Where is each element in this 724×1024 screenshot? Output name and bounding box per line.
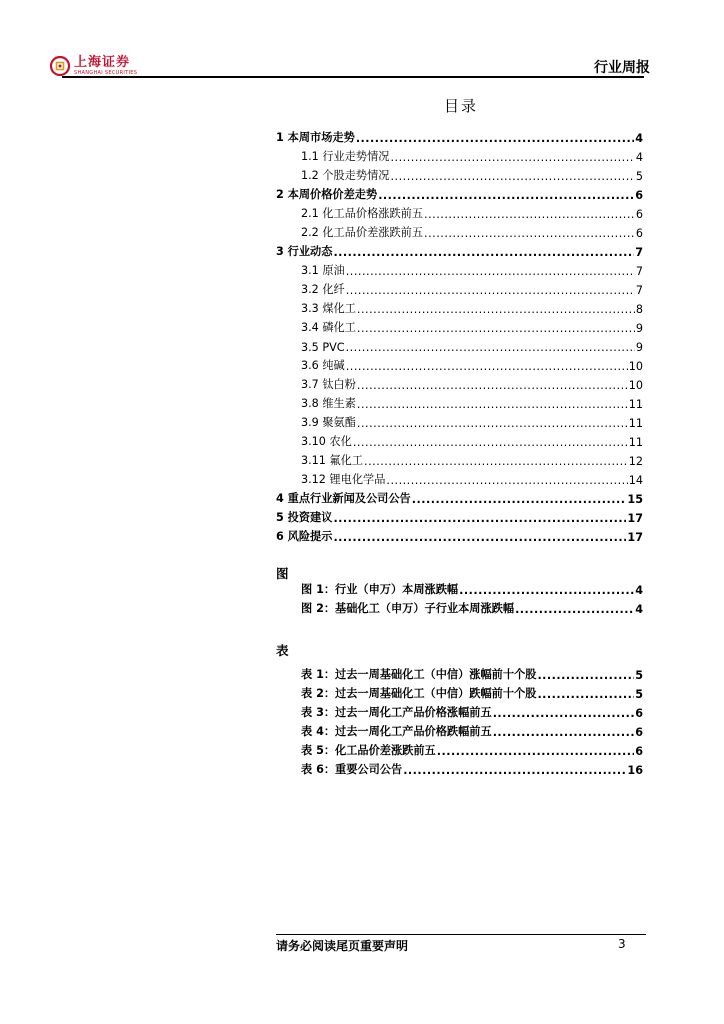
- toc-entry-label: 3.1 原油: [301, 264, 345, 277]
- toc-entry-page: 6: [635, 707, 643, 720]
- toc-dot-leader: [386, 474, 627, 487]
- toc-entry-label: 5 投资建议: [276, 511, 333, 524]
- toc-dot-leader: [412, 493, 627, 506]
- toc-entry-label: 表 6：重要公司公告: [301, 763, 403, 776]
- toc-entry-page: 15: [627, 493, 643, 506]
- toc-dot-leader: [357, 379, 628, 392]
- toc-entry[interactable]: [276, 430, 643, 449]
- toc-dot-leader: [437, 745, 634, 758]
- toc-entry-label: 1.2 个股走势情况: [301, 169, 390, 182]
- toc-entry-page: 11: [628, 436, 643, 449]
- toc-dot-leader: [357, 417, 628, 430]
- toc-entry-page: 9: [635, 341, 643, 354]
- toc-entry-page: 5: [635, 688, 643, 701]
- toc-dot-leader: [537, 669, 634, 682]
- toc-entry-page: 4: [635, 603, 643, 616]
- brand-emblem-icon: [50, 56, 70, 76]
- toc-dot-leader: [424, 208, 635, 221]
- toc-entry[interactable]: [276, 335, 643, 354]
- toc-entry-page: 8: [635, 303, 643, 316]
- toc-entry-label: 2.2 化工品价差涨跌前五: [301, 226, 424, 239]
- toc-entry[interactable]: [276, 487, 643, 506]
- toc-entry-page: 4: [635, 132, 643, 145]
- toc-entry-label: 表 3：过去一周化工产品价格涨幅前五: [301, 706, 492, 719]
- toc-entry-label: 3.5 PVC: [301, 341, 345, 354]
- toc-entry[interactable]: [276, 701, 643, 720]
- toc-entry-label: 3.11 氟化工: [301, 454, 364, 467]
- toc-entry[interactable]: [276, 164, 643, 183]
- toc-entry-page: 7: [635, 246, 643, 259]
- toc-entry[interactable]: [276, 525, 643, 544]
- page-number: 3: [618, 937, 626, 951]
- toc-dot-leader: [424, 227, 635, 240]
- toc-entry[interactable]: [276, 373, 643, 392]
- toc-entry-label: 3.7 钛白粉: [301, 378, 356, 391]
- toc-entry-page: 6: [635, 726, 643, 739]
- toc-dot-leader: [353, 436, 628, 449]
- toc-entry[interactable]: [276, 145, 643, 164]
- toc-entry[interactable]: [276, 506, 643, 525]
- toc-entry[interactable]: [276, 411, 643, 430]
- footer-disclaimer: 请务必阅读尾页重要声明: [276, 939, 409, 953]
- toc-entry[interactable]: [276, 720, 643, 739]
- toc-entry-label: 3.3 煤化工: [301, 302, 356, 315]
- toc-dot-leader: [493, 707, 635, 720]
- toc-dot-leader: [346, 284, 635, 297]
- toc-entry[interactable]: [276, 221, 643, 240]
- toc-entry[interactable]: [276, 468, 643, 487]
- report-type: 行业周报: [594, 60, 650, 76]
- toc-entry-page: 17: [627, 512, 643, 525]
- toc-list: [276, 126, 643, 544]
- toc-title: 目录: [443, 97, 478, 115]
- toc-entry-label: 4 重点行业新闻及公司公告: [276, 492, 411, 505]
- toc-entry-label: 3.9 聚氨酯: [301, 416, 356, 429]
- toc-dot-leader: [357, 303, 635, 316]
- toc-entry-label: 3.6 纯碱: [301, 359, 345, 372]
- toc-entry-page: 9: [635, 322, 643, 335]
- brand-name-cn: 上海证券: [74, 55, 131, 70]
- brand-logo: [50, 56, 137, 76]
- toc-entry-label: 3.12 锂电化学品: [301, 473, 386, 486]
- toc-entry-page: 6: [635, 189, 643, 202]
- toc-dot-leader: [493, 726, 635, 739]
- toc-dot-leader: [364, 455, 628, 468]
- toc-dot-leader: [378, 189, 634, 202]
- toc-dot-leader: [333, 246, 634, 259]
- toc-entry-label: 表 5：化工品价差涨跌前五: [301, 744, 436, 757]
- toc-entry-label: 2 本周价格价差走势: [276, 188, 378, 201]
- toc-entry-page: 6: [635, 227, 643, 240]
- toc-entry-label: 图 1：行业（申万）本周涨跌幅: [301, 583, 459, 596]
- toc-dot-leader: [537, 688, 634, 701]
- toc-entry-page: 16: [627, 764, 643, 777]
- toc-dot-leader: [346, 265, 635, 278]
- toc-entry-label: 表 1：过去一周基础化工（中信）涨幅前十个股: [301, 668, 537, 681]
- toc-entry-label: 1 本周市场走势: [276, 131, 355, 144]
- toc-entry-label: 3.2 化纤: [301, 283, 345, 296]
- toc-entry-page: 6: [635, 208, 643, 221]
- toc-entry[interactable]: [276, 278, 643, 297]
- toc-dot-leader: [333, 512, 626, 525]
- toc-entry-page: 5: [635, 170, 643, 183]
- toc-entry-label: 1.1 行业走势情况: [301, 150, 390, 163]
- toc-entry-page: 14: [628, 474, 643, 487]
- toc-entry-page: 7: [635, 265, 643, 278]
- toc-entry-label: 3.10 农化: [301, 435, 352, 448]
- toc-entry-page: 12: [628, 455, 643, 468]
- toc-entry[interactable]: [276, 297, 643, 316]
- toc-entry-label: 3.8 维生素: [301, 397, 356, 410]
- toc-entry[interactable]: [276, 449, 643, 468]
- toc-entry-page: 4: [635, 151, 643, 164]
- toc-dot-leader: [459, 584, 634, 597]
- toc-entry-label: 2.1 化工品价格涨跌前五: [301, 207, 424, 220]
- toc-entry[interactable]: [276, 316, 643, 335]
- toc-entry-page: 6: [635, 745, 643, 758]
- toc-entry[interactable]: [276, 259, 643, 278]
- toc-dot-leader: [357, 322, 635, 335]
- toc-entry-page: 4: [635, 584, 643, 597]
- tables-heading: 表: [276, 643, 289, 658]
- toc-entry-page: 10: [628, 379, 643, 392]
- toc-entry[interactable]: [276, 354, 643, 373]
- toc-entry-label: 表 2：过去一周基础化工（中信）跌幅前十个股: [301, 687, 537, 700]
- toc-entry-page: 11: [628, 398, 643, 411]
- toc-entry[interactable]: [276, 758, 643, 777]
- tables-list: [276, 663, 643, 777]
- toc-entry-label: 图 2：基础化工（申万）子行业本周涨跌幅: [301, 602, 515, 615]
- toc-entry-page: 7: [635, 284, 643, 297]
- toc-dot-leader: [390, 170, 634, 183]
- toc-dot-leader: [333, 531, 626, 544]
- toc-dot-leader: [403, 764, 626, 777]
- header-divider: [62, 76, 644, 78]
- toc-entry-page: 11: [628, 417, 643, 430]
- brand-name-en: SHANGHAI SECURITIES: [74, 70, 138, 76]
- toc-entry[interactable]: [276, 202, 643, 221]
- toc-entry[interactable]: [276, 663, 643, 682]
- toc-entry-label: 3 行业动态: [276, 245, 333, 258]
- toc-entry-label: 表 4：过去一周化工产品价格跌幅前五: [301, 725, 492, 738]
- figures-list: [276, 578, 643, 616]
- toc-entry-label: 6 风险提示: [276, 530, 333, 543]
- toc-entry[interactable]: [276, 126, 643, 145]
- toc-dot-leader: [515, 603, 634, 616]
- toc-dot-leader: [346, 360, 628, 373]
- toc-entry-label: 3.4 磷化工: [301, 321, 356, 334]
- footer-divider: [276, 934, 646, 935]
- toc-entry[interactable]: [276, 392, 643, 411]
- toc-entry-page: 10: [628, 360, 643, 373]
- toc-dot-leader: [346, 341, 635, 354]
- toc-entry[interactable]: [276, 240, 643, 259]
- toc-entry-page: 5: [635, 669, 643, 682]
- toc-dot-leader: [356, 132, 634, 145]
- toc-entry[interactable]: [276, 739, 643, 758]
- figures-heading: 图: [276, 566, 289, 581]
- toc-entry[interactable]: [276, 183, 643, 202]
- toc-entry-page: 17: [627, 531, 643, 544]
- toc-dot-leader: [357, 398, 628, 411]
- toc-dot-leader: [390, 151, 634, 164]
- toc-entry[interactable]: [276, 682, 643, 701]
- toc-entry[interactable]: [276, 578, 643, 597]
- toc-entry[interactable]: [276, 597, 643, 616]
